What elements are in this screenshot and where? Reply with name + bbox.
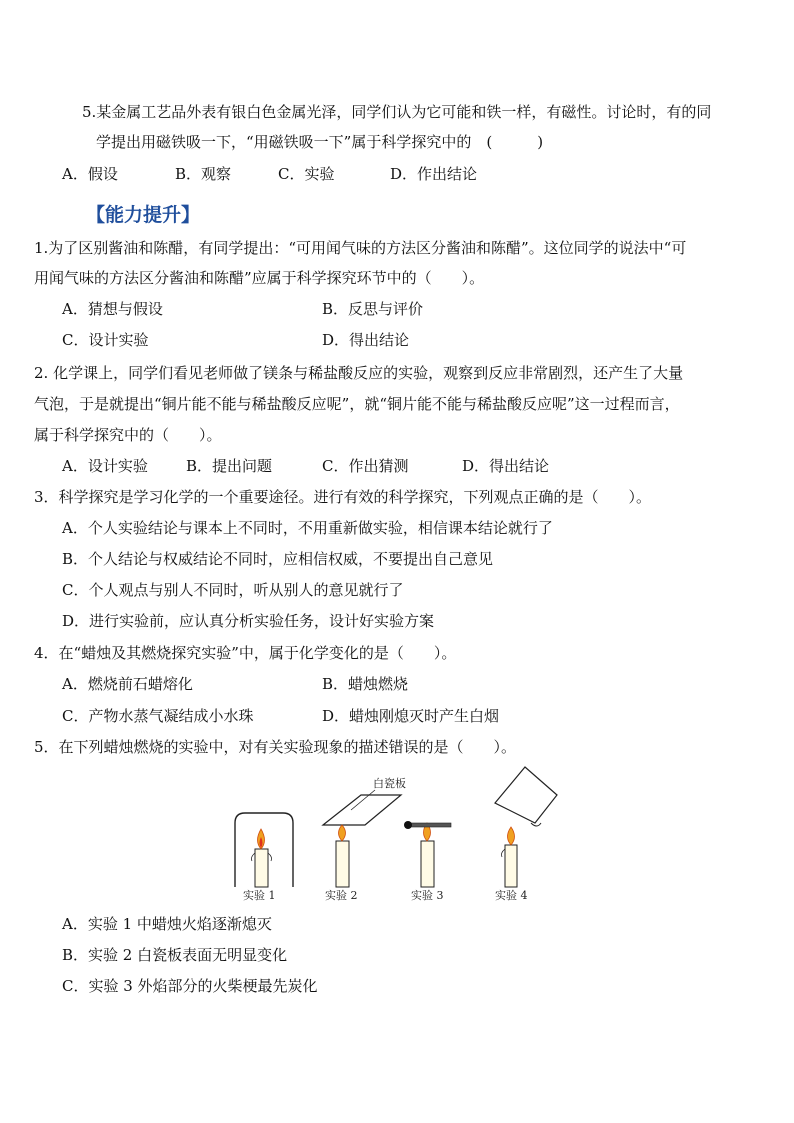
prev-q5-option-b: B．观察 [175,165,232,183]
caption-experiment-1: 实验 1 [243,889,276,902]
prev-q5-option-c: C．实验 [278,165,335,183]
prev-q5-stem-line2: 学提出用磁铁吸一下，“用磁铁吸一下”属于科学探究中的 ( ) [96,133,544,151]
candle-experiments-figure [225,765,565,905]
q4-option-b: B．蜡烛燃烧 [322,675,409,693]
section-title: 【能力提升】 [86,204,201,226]
q4-stem: 4．在“蜡烛及其燃烧探究实验”中，属于化学变化的是（ ）。 [34,644,457,662]
q5-option-c: C．实验 3 外焰部分的火柴梗最先炭化 [62,977,318,995]
q2-option-b: B．提出问题 [186,457,273,475]
q3-option-b: B．个人结论与权威结论不同时，应相信权威，不要提出自己意见 [62,550,494,568]
q3-option-d: D．进行实验前，应认真分析实验任务，设计好实验方案 [62,612,435,630]
q2-stem-line2: 气泡，于是就提出“铜片能不能与稀盐酸反应呢”，就“铜片能不能与稀盐酸反应呢”这一过程而言， [34,395,680,413]
q3-option-a: A．个人实验结论与课本上不同时，不用重新做实验，相信课本结论就行了 [62,519,553,537]
caption-experiment-2: 实验 2 [325,889,358,902]
q1-stem-line2: 用闻气味的方法区分酱油和陈醋”应属于科学探究环节中的（ ）。 [34,269,485,287]
prev-q5-option-a: A．假设 [62,165,118,183]
q3-option-c: C．个人观点与别人不同时，听从别人的意见就行了 [62,581,404,599]
prev-q5-option-d: D．作出结论 [390,165,478,183]
q4-option-d: D．蜡烛刚熄灭时产生白烟 [322,707,500,725]
prev-q5-stem-line1: 5.某金属工艺品外表有银白色金属光泽，同学们认为它可能和铁一样，有磁性。讨论时，有的同 [82,103,712,121]
q5-stem: 5．在下列蜡烛燃烧的实验中，对有关实验现象的描述错误的是（ ）。 [34,738,517,756]
q2-option-c: C．作出猜测 [322,457,409,475]
q1-option-a: A．猜想与假设 [62,300,163,318]
q5-option-b: B．实验 2 白瓷板表面无明显变化 [62,946,288,964]
q1-option-d: D．得出结论 [322,331,410,349]
experiment-4-beaker [495,767,557,887]
experiment-1-jar [235,813,293,887]
q2-stem-line3: 属于科学探究中的（ ）。 [34,426,222,444]
plate-label: 白瓷板 [373,777,406,790]
experiment-2-plate [323,776,406,887]
caption-experiment-4: 实验 4 [495,889,528,902]
q4-option-c: C．产物水蒸气凝结成小水珠 [62,707,254,725]
experiment-3-match [404,821,451,887]
caption-experiment-3: 实验 3 [411,889,444,902]
q3-stem: 3．科学探究是学习化学的一个重要途径。进行有效的科学探究，下列观点正确的是（ ）。 [34,488,652,506]
q1-option-b: B．反思与评价 [322,300,424,318]
q2-stem-line1: 2. 化学课上，同学们看见老师做了镁条与稀盐酸反应的实验，观察到反应非常剧烈，还产生了大量 [34,364,684,382]
q1-option-c: C．设计实验 [62,331,149,349]
q4-option-a: A．燃烧前石蜡熔化 [62,675,193,693]
q1-stem-line1: 1.为了区别酱油和陈醋，有同学提出：“可用闻气味的方法区分酱油和陈醋”。这位同学的说法中“可 [34,239,687,257]
q2-option-a: A．设计实验 [62,457,148,475]
q5-option-a: A．实验 1 中蜡烛火焰逐渐熄灭 [62,915,272,933]
q2-option-d: D．得出结论 [462,457,550,475]
